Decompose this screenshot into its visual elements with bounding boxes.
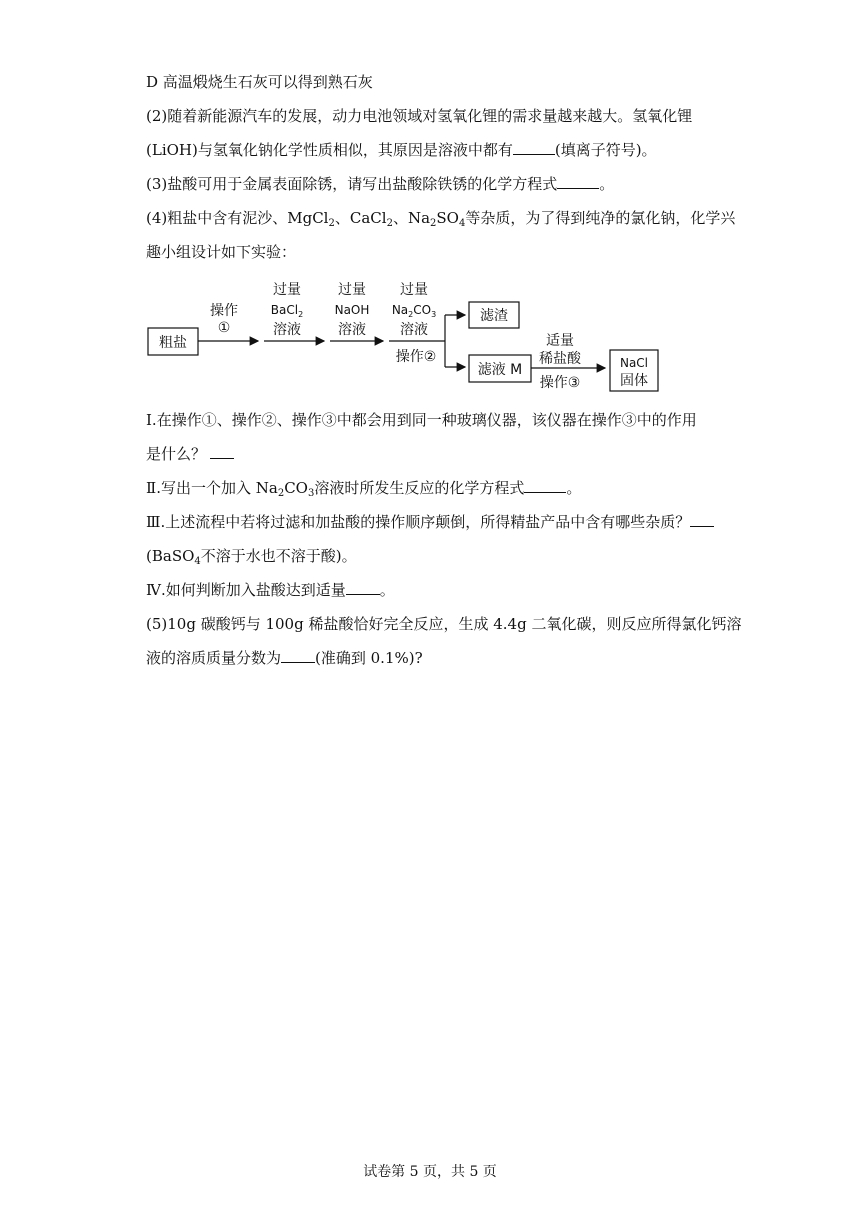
hcl-dilute: 稀盐酸 — [539, 351, 581, 367]
page-footer: 试卷第 5 页，共 5 页 — [363, 1164, 497, 1180]
hcl-appropriate: 适量 — [546, 333, 574, 349]
question-4-line-2: 趣小组设计如下实验： — [146, 243, 297, 261]
text-segment: 、CaCl — [334, 209, 387, 227]
sub-question-1-line-2 — [146, 444, 234, 464]
answer-blank[interactable] — [281, 648, 315, 663]
subscript: 2 — [328, 218, 335, 229]
text-segment: CO — [284, 479, 308, 497]
question-4-line-1 — [146, 208, 735, 228]
op2-label: 操作② — [395, 349, 437, 365]
nacl-formula: NaCl — [619, 356, 649, 370]
sub-question-1-line-1: Ⅰ.在操作①、操作②、操作③中都会用到同一种玻璃仪器，该仪器在操作③中的作用 — [146, 411, 697, 429]
text-segment: Ⅳ.如何判断加入盐酸达到适量 — [146, 581, 346, 599]
text-segment: 等杂质，为了得到纯净的氯化钠，化学兴 — [465, 209, 736, 227]
text-segment: (填离子符号)。 — [554, 141, 657, 159]
text-segment: 。 — [599, 175, 615, 193]
sub-question-3-line-1 — [146, 512, 714, 532]
subscript: 2 — [277, 488, 285, 499]
question-5-line-1: (5)10g 碳酸钙与 100g 稀盐酸恰好完全反应，生成 4.4g 二氧化碳，则反应所得氯化钙溶 — [146, 615, 742, 633]
text-segment: 。 — [566, 479, 582, 497]
text-segment: 。 — [379, 581, 395, 599]
naoh-excess: 过量 — [338, 282, 366, 298]
subscript: 4 — [458, 218, 466, 229]
answer-blank[interactable] — [557, 174, 599, 189]
answer-blank[interactable] — [513, 140, 555, 155]
subscript: 4 — [194, 556, 201, 567]
bacl2-excess: 过量 — [273, 282, 301, 298]
answer-blank[interactable] — [346, 580, 380, 595]
subscript: 3 — [307, 488, 315, 499]
na2co3-excess: 过量 — [400, 282, 428, 298]
residue-label: 滤渣 — [480, 308, 508, 324]
text-segment: 液的溶质质量分数为 — [146, 649, 282, 667]
text-segment: 不溶于水也不溶于酸)。 — [200, 547, 357, 565]
text-segment: Ⅱ.写出一个加入 Na — [146, 479, 278, 497]
process-flow-diagram — [140, 274, 680, 398]
text-segment: (准确到 0.1%)? — [315, 649, 423, 667]
text-segment: (LiOH)与氢氧化钠化学性质相似，其原因是溶液中都有 — [146, 141, 513, 159]
question-5-line-2 — [146, 648, 423, 668]
question-2-line-1: (2)随着新能源汽车的发展，动力电池领域对氢氧化锂的需求量越来越大。氢氧化锂 — [146, 107, 693, 125]
subscript: 2 — [386, 218, 393, 229]
answer-blank[interactable] — [690, 512, 714, 527]
filtrate-label: 滤液 M — [477, 362, 523, 378]
crude-salt-label: 粗盐 — [159, 335, 187, 351]
bacl2-formula: BaCl$_2$ — [270, 303, 304, 319]
text-segment: (3)盐酸可用于金属表面除锈，请写出盐酸除铁锈的化学方程式 — [146, 175, 558, 193]
sub-question-2-line — [146, 478, 581, 498]
text-segment: 是什么？ — [146, 445, 207, 463]
subscript: 2 — [430, 218, 437, 229]
text-segment: (4)粗盐中含有泥沙、MgCl — [146, 209, 329, 227]
na2co3-formula: $Na_2CO_3$ — [391, 303, 437, 319]
naoh-formula: NaOH — [334, 303, 370, 317]
answer-blank[interactable] — [524, 478, 566, 493]
nacl-solid-label: 固体 — [620, 373, 648, 389]
na2co3-solution: 溶液 — [400, 322, 428, 338]
bacl2-solution: 溶液 — [273, 322, 301, 338]
naoh-solution: 溶液 — [338, 322, 366, 338]
text-segment: SO — [436, 209, 459, 227]
text-segment: 、Na — [392, 209, 431, 227]
question-2-line-2 — [146, 140, 657, 160]
op1-label: 操作 — [210, 303, 238, 319]
answer-blank[interactable] — [210, 444, 234, 459]
text-segment: (BaSO — [146, 547, 195, 565]
op3-label: 操作③ — [539, 375, 581, 391]
sub-question-3-line-2 — [146, 546, 357, 566]
option-d-text: D 高温煅烧生石灰可以得到熟石灰 — [146, 73, 373, 91]
question-3-line — [146, 174, 614, 194]
sub-question-4-line — [146, 580, 395, 600]
text-segment: 溶液时所发生反应的化学方程式 — [314, 479, 525, 497]
op1-number: ① — [217, 320, 231, 336]
text-segment: Ⅲ.上述流程中若将过滤和加盐酸的操作顺序颠倒，所得精盐产品中含有哪些杂质？ — [146, 513, 691, 531]
